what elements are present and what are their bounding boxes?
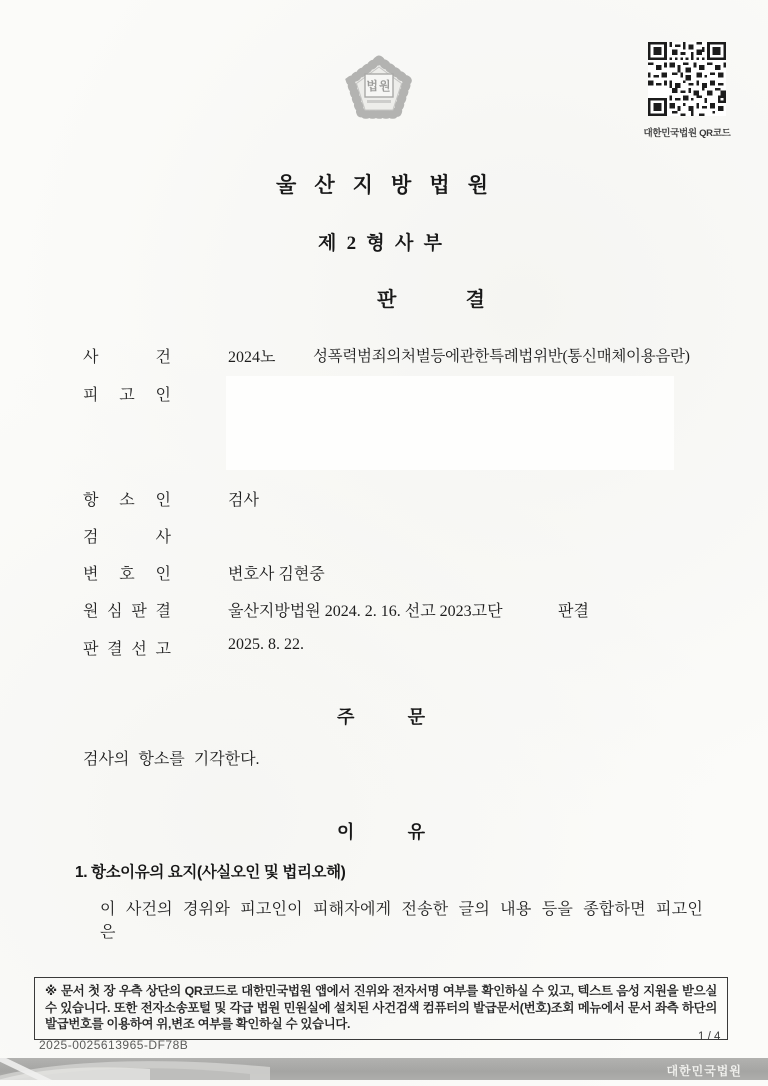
disposition-heading: 주 문 — [337, 707, 425, 727]
field-row-judgment-date — [0, 636, 768, 658]
qr-code-block — [643, 42, 731, 139]
court-seal-icon — [343, 53, 415, 123]
bar-brand-label: 대한민국법원 — [666, 1064, 742, 1078]
field-row-case — [0, 344, 768, 366]
doc-type-title: 판 결 — [377, 289, 485, 311]
issuance-number: 2025-0025613965-DF78B — [39, 1038, 189, 1052]
field-row-defendant — [0, 382, 768, 404]
bar-swoosh-decoration — [0, 1058, 768, 1080]
field-value-judgment-date: 2025. 8. 22. — [228, 636, 304, 653]
reasons-heading: 이 유 — [337, 822, 425, 842]
disposition-body: 검사의 항소를 기각한다. — [83, 751, 260, 768]
field-row-prior-judgment — [0, 598, 768, 620]
verification-notice-text: ※ 문서 첫 장 우측 상단의 QR코드로 대한민국법원 앱에서 진위와 전자서명 여부를 확인하실 수 있고, 텍스트 음성 지원을 받으실 수 있습니다. 또한 전자소송포털 및 각급 법원 민원실에 설치된 사건검색 컴퓨터의 발급문서(번호)조회 메뉴에서 문서 좌측 하단의 발급번호를 이용하여 위,변조 여부를 확인하실 수 있습니다. — [45, 984, 717, 1031]
field-label-judgment-date: 판 결 선 고 — [83, 641, 171, 658]
field-value-charge: 성폭력범죄의처벌등에관한특례법위반(통신매체이용음란) — [313, 348, 690, 365]
field-value-case-number: 2024노 — [228, 349, 276, 366]
field-label-prosecutor: 검 사 — [83, 529, 171, 546]
court-name-title: 울 산 지 방 법 원 — [276, 173, 488, 197]
field-label-case: 사 건 — [83, 349, 171, 366]
qr-caption: 대한민국법원 QR코드 — [643, 128, 731, 139]
field-row-prosecutor — [0, 524, 768, 546]
field-label-appellant: 항 소 인 — [83, 492, 171, 509]
bottom-brand-bar — [0, 1058, 768, 1080]
field-value-defense-counsel: 변호사 김현중 — [228, 566, 325, 583]
court-seal — [343, 53, 415, 123]
field-label-defendant: 피 고 인 — [83, 387, 171, 404]
reasons-paragraph: 이 사건의 경위와 피고인이 피해자에게 전송한 글의 내용 등을 종합하면 피고인은 — [100, 901, 703, 941]
field-value-appellant: 검사 — [228, 492, 259, 509]
field-value-prior-judgment-suffix: 판결 — [558, 603, 589, 620]
qr-code-icon — [648, 42, 726, 116]
field-label-defense-counsel: 변 호 인 — [83, 566, 171, 583]
field-row-defense-counsel — [0, 561, 768, 583]
field-label-prior-judgment: 원 심 판 결 — [83, 603, 171, 620]
seal-inner-text: 법원 — [366, 79, 392, 93]
verification-notice-box — [34, 977, 728, 1040]
field-value-prior-judgment: 울산지방법원 2024. 2. 16. 선고 2023고단 — [228, 603, 503, 620]
field-row-appellant — [0, 487, 768, 509]
division-title: 제 2 형 사 부 — [318, 233, 442, 254]
page-indicator: 1 / 4 — [698, 1031, 721, 1043]
reasons-subheading: 1. 항소이유의 요지(사실오인 및 법리오해) — [75, 864, 346, 881]
